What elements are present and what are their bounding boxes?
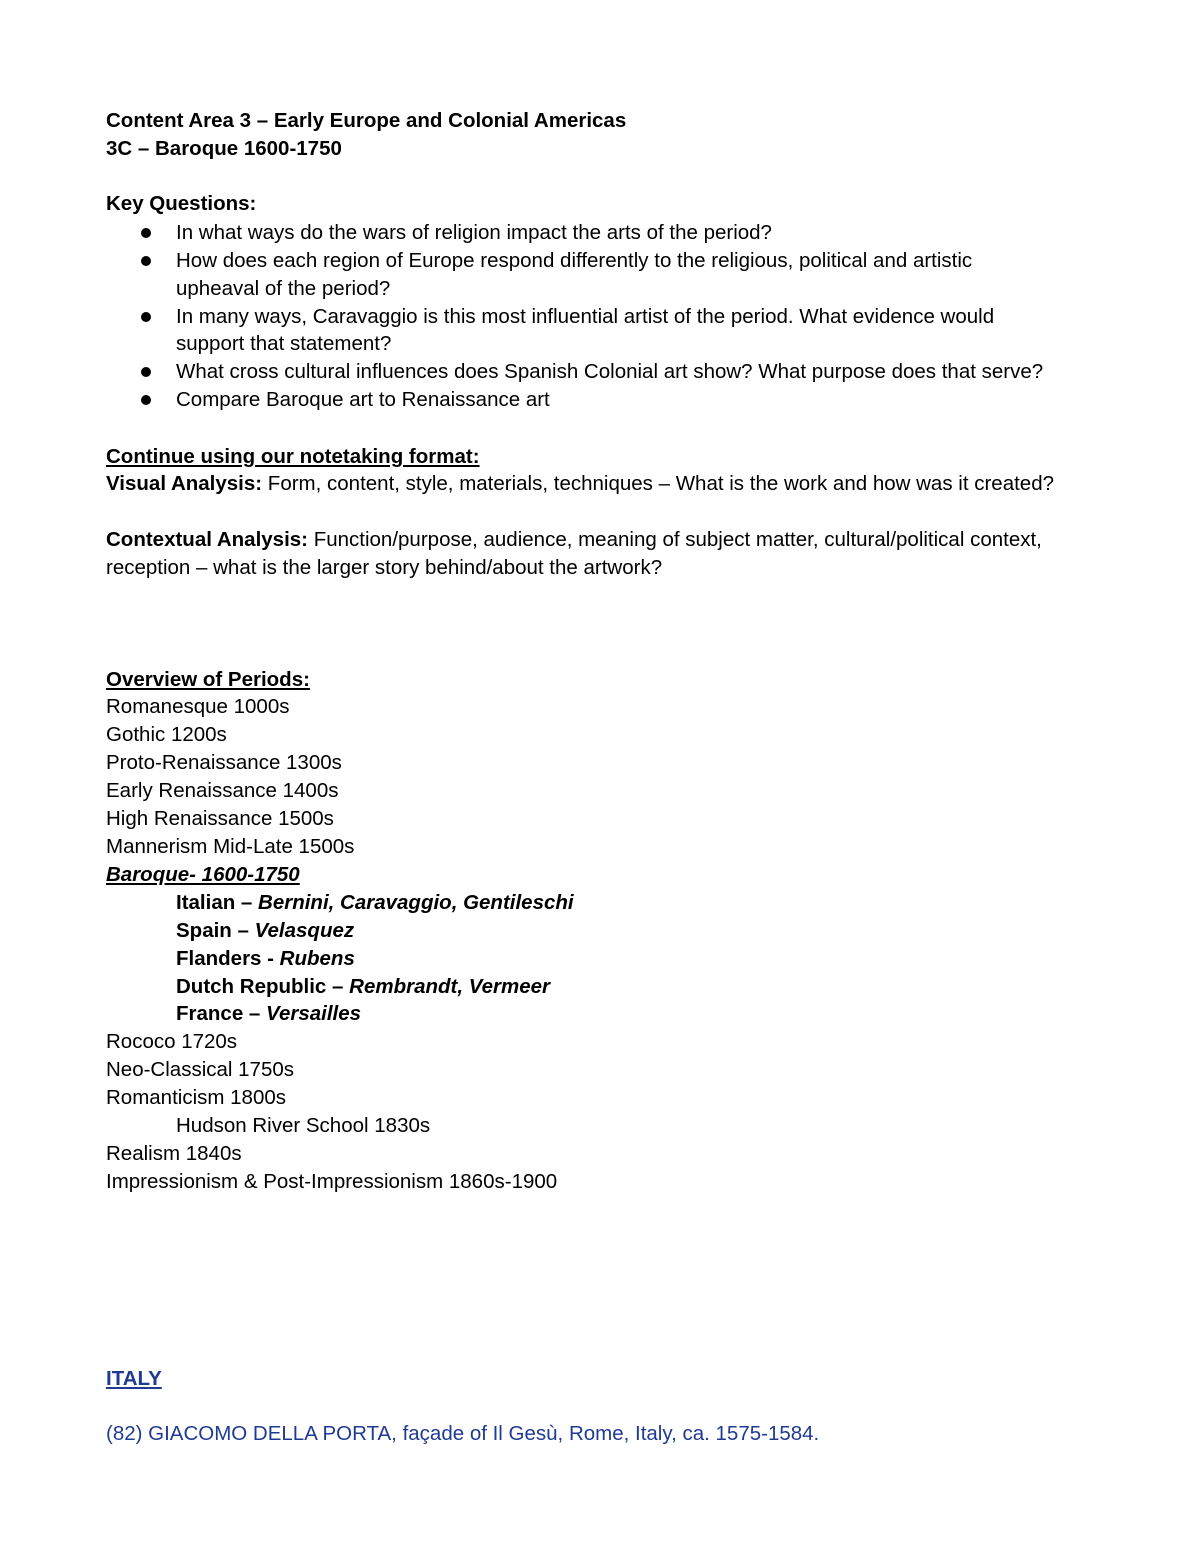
question-5: Compare Baroque art to Renaissance art xyxy=(176,388,550,411)
question-3-line-2: support that statement? xyxy=(176,332,392,355)
contextual-analysis-text: Function/purpose, audience, meaning of subject matter, cultural/political context, xyxy=(308,528,1042,551)
period-romanticism: Romanticism 1800s xyxy=(106,1086,287,1109)
artwork-entry-82: (82) GIACOMO DELLA PORTA, façade of Il Gesù, Rome, Italy, ca. 1575-1584. xyxy=(106,1422,820,1445)
contextual-analysis-line-2: reception – what is the larger story behind/about the artwork? xyxy=(106,556,663,579)
visual-analysis-text: Form, content, style, materials, techniques – What is the work and how was it created? xyxy=(262,472,1054,495)
region-name: Italian – xyxy=(176,891,259,914)
period-romanesque: Romanesque 1000s xyxy=(106,695,290,718)
question-1: In what ways do the wars of religion impact the arts of the period? xyxy=(176,221,772,244)
period-baroque: Baroque- 1600-1750 xyxy=(106,863,300,886)
period-proto-renaissance: Proto-Renaissance 1300s xyxy=(106,751,342,774)
bullet-icon xyxy=(141,312,151,322)
region-artists: Rembrandt, Vermeer xyxy=(349,975,551,998)
baroque-region-dutch-republic xyxy=(176,974,550,1000)
period-impressionism: Impressionism & Post-Impressionism 1860s-1900 xyxy=(106,1170,558,1193)
baroque-region-flanders xyxy=(176,946,355,972)
period-neoclassical: Neo-Classical 1750s xyxy=(106,1058,295,1081)
question-4: What cross cultural influences does Spanish Colonial art show? What purpose does that serve? xyxy=(176,360,1044,383)
bullet-icon xyxy=(141,256,151,266)
bullet-icon xyxy=(141,395,151,405)
region-artists: Velasquez xyxy=(254,919,355,942)
period-realism: Realism 1840s xyxy=(106,1142,242,1165)
region-artists: Versailles xyxy=(266,1002,362,1025)
period-gothic: Gothic 1200s xyxy=(106,723,227,746)
region-artists: Rubens xyxy=(279,947,355,970)
period-hudson-river-school: Hudson River School 1830s xyxy=(176,1114,431,1137)
period-rococo: Rococo 1720s xyxy=(106,1030,238,1053)
contextual-analysis-label: Contextual Analysis: xyxy=(106,528,309,551)
period-high-renaissance: High Renaissance 1500s xyxy=(106,807,334,830)
overview-heading: Overview of Periods: xyxy=(106,668,310,691)
contextual-analysis-line xyxy=(106,527,1042,553)
baroque-region-france xyxy=(176,1001,361,1027)
region-name: Dutch Republic – xyxy=(176,975,350,998)
baroque-region-spain xyxy=(176,918,354,944)
baroque-region-italian xyxy=(176,890,574,916)
visual-analysis-line xyxy=(106,471,1054,497)
region-name: Flanders - xyxy=(176,947,280,970)
content-area-title: Content Area 3 – Early Europe and Colonial Americas xyxy=(106,109,627,132)
bullet-icon xyxy=(141,367,151,377)
unit-title: 3C – Baroque 1600-1750 xyxy=(106,137,342,160)
question-2-line-1: How does each region of Europe respond differently to the religious, political and artistic xyxy=(176,249,973,272)
region-name: France – xyxy=(176,1002,267,1025)
question-3-line-1: In many ways, Caravaggio is this most influential artist of the period. What evidence would xyxy=(176,305,995,328)
italy-heading: ITALY xyxy=(106,1367,162,1390)
notetaking-heading: Continue using our notetaking format: xyxy=(106,445,480,468)
period-mannerism: Mannerism Mid-Late 1500s xyxy=(106,835,355,858)
key-questions-heading: Key Questions: xyxy=(106,192,257,215)
region-name: Spain – xyxy=(176,919,255,942)
question-2-line-2: upheaval of the period? xyxy=(176,277,391,300)
bullet-icon xyxy=(141,228,151,238)
visual-analysis-label: Visual Analysis: xyxy=(106,472,263,495)
period-early-renaissance: Early Renaissance 1400s xyxy=(106,779,339,802)
region-artists: Bernini, Caravaggio, Gentileschi xyxy=(258,891,574,914)
